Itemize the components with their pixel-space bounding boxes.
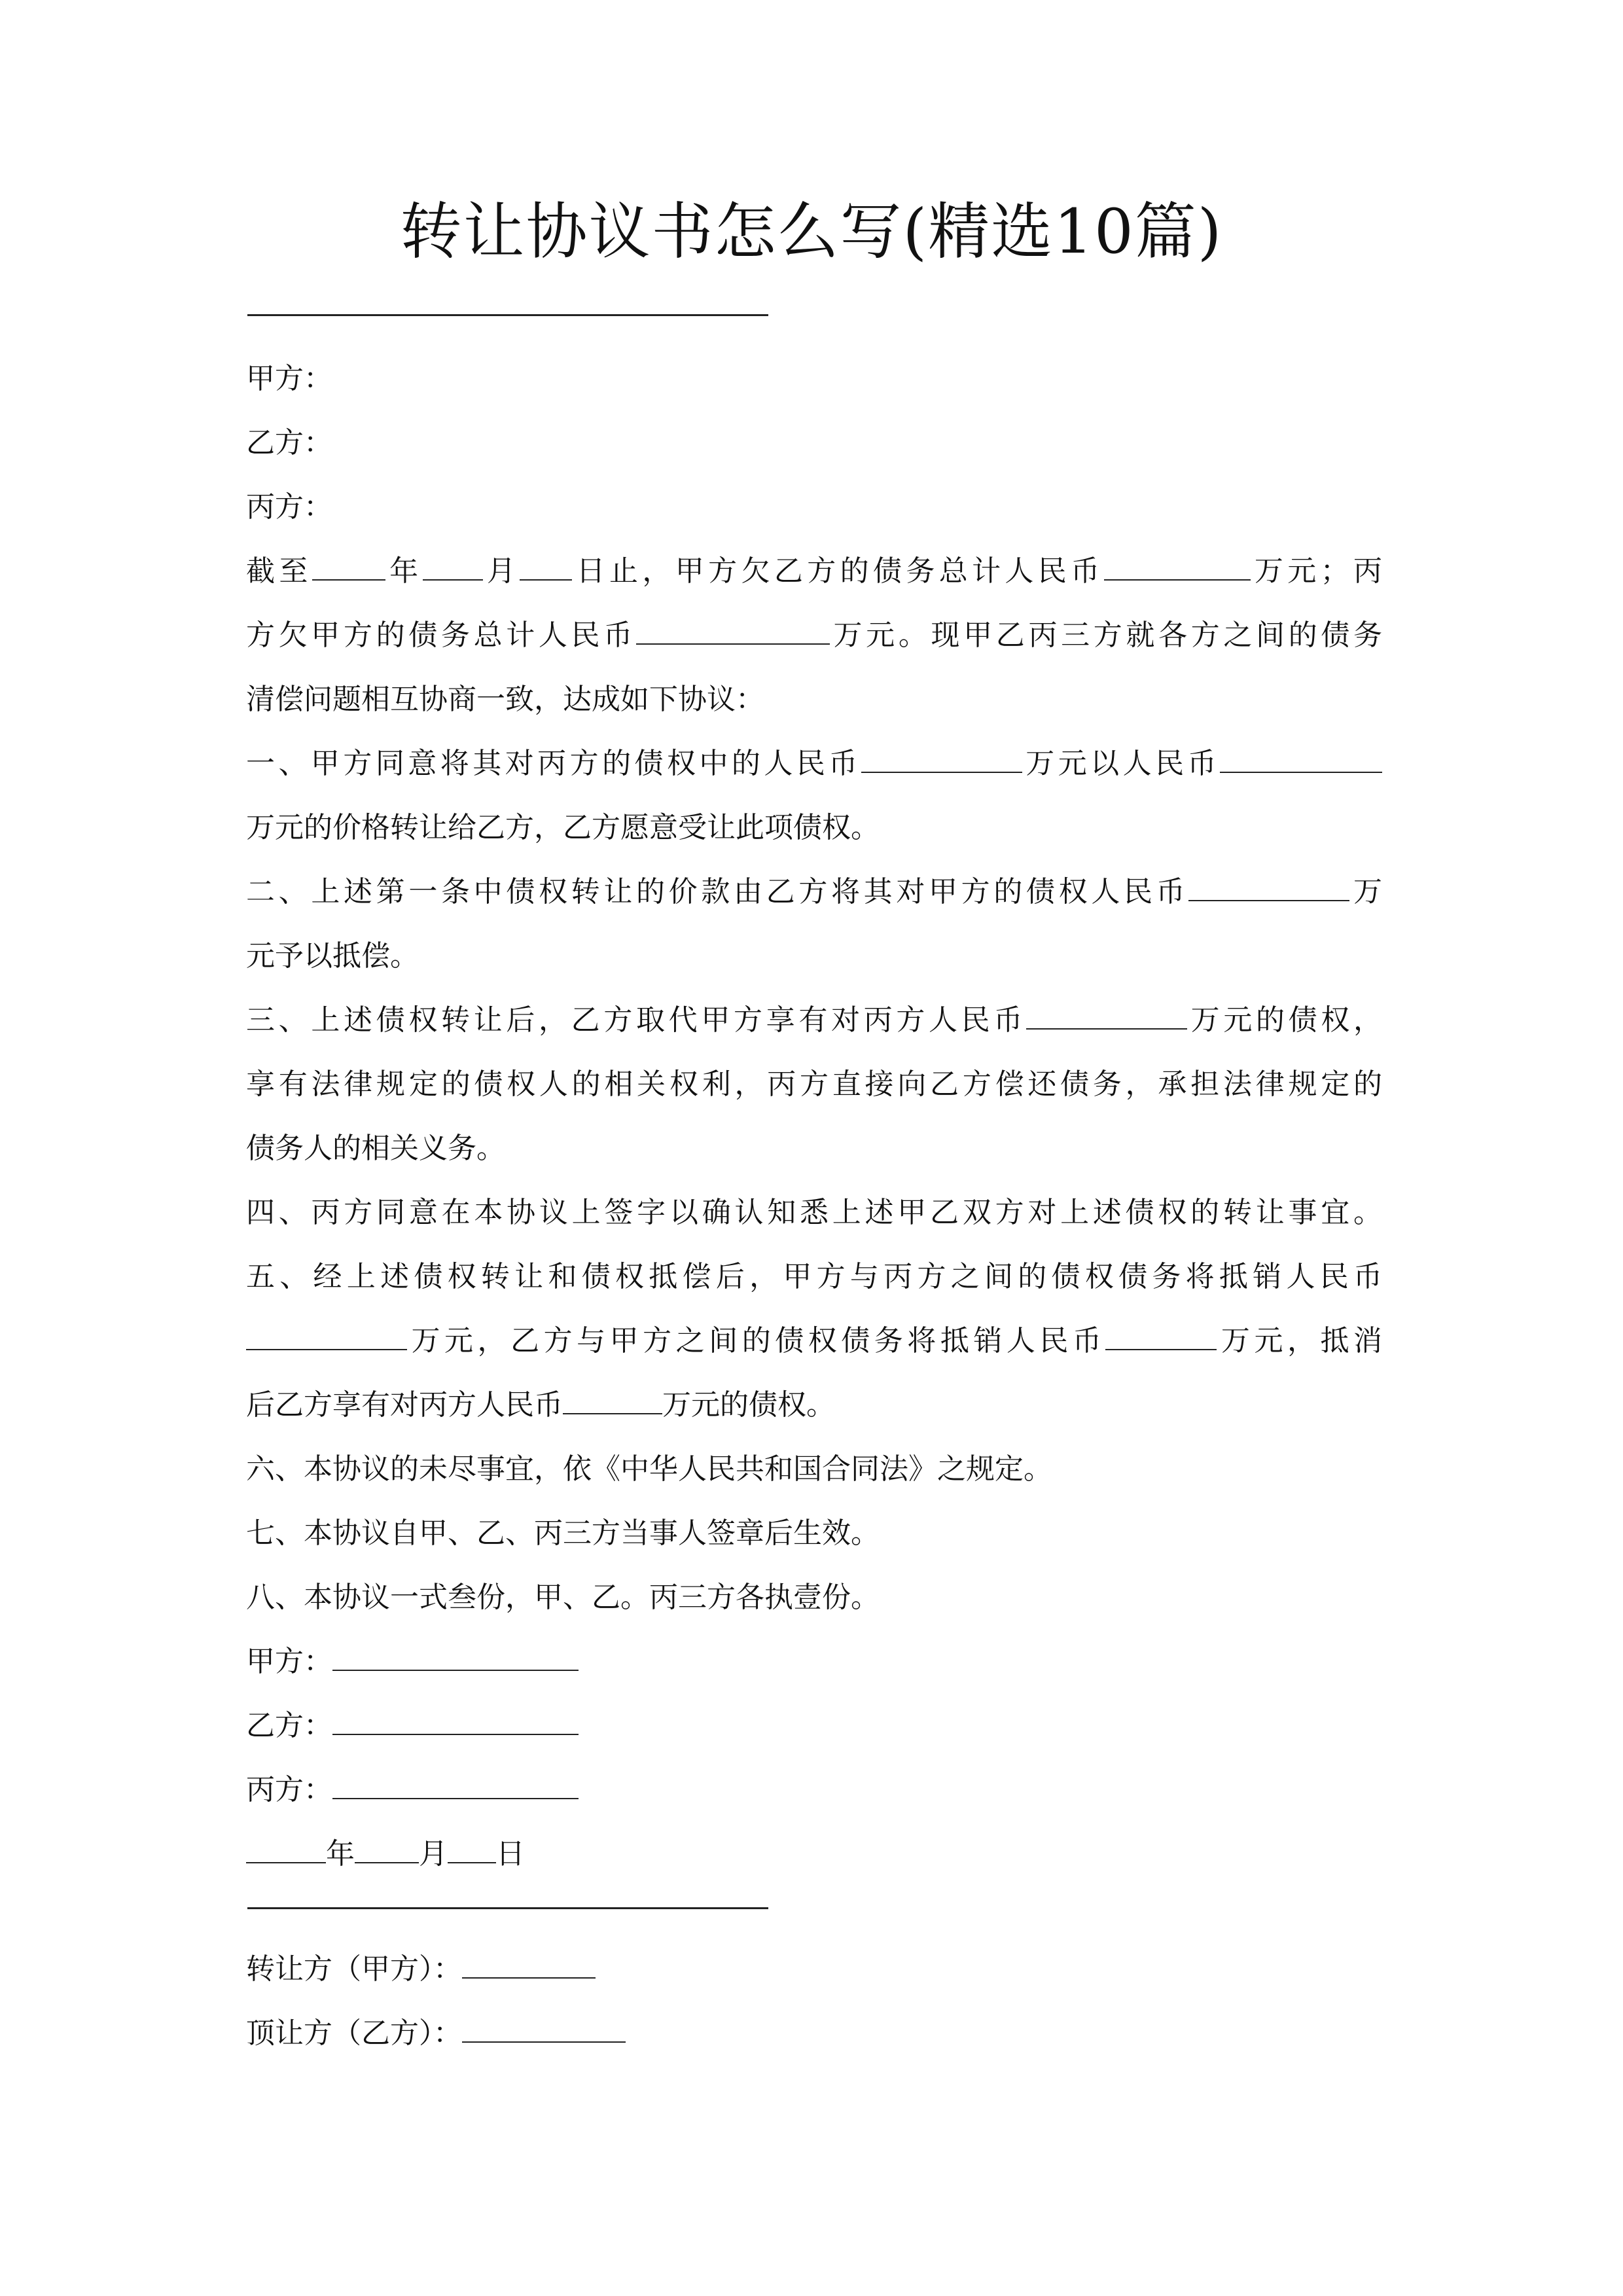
party-b-label: 乙方： (246, 426, 332, 459)
blank-month (423, 557, 483, 581)
text: 年 (326, 1837, 355, 1871)
party-a-label: 甲方： (246, 362, 332, 395)
clause-6-line (246, 1437, 1382, 1501)
preamble-line-3 (246, 668, 1382, 732)
text: 四、丙方同意在本协议上签字以确认知悉上述甲乙双方对上述债权的转让事宜。 (246, 1196, 1382, 1229)
text: 年 (385, 554, 423, 588)
text: 万元；丙 (1250, 554, 1383, 588)
party-c-line (246, 475, 1382, 539)
blank-amount (1188, 878, 1349, 901)
text: 六、本协议的未尽事宜，依《中华人民共和国合同法》之规定。 (246, 1452, 1052, 1486)
transferor-field[interactable] (462, 1955, 596, 1979)
text: 万元的债权。 (662, 1388, 835, 1422)
blank-day (520, 557, 572, 581)
text: 方欠甲方的债务总计人民币 (246, 619, 636, 652)
text: 万 (1349, 875, 1383, 908)
text: 万元，抵消 (1217, 1324, 1382, 1357)
text: 月 (482, 554, 520, 588)
blank-year (312, 557, 385, 581)
clause-5-line-1 (246, 1245, 1382, 1309)
signature-field-party-b[interactable] (332, 1712, 579, 1735)
clause-4-line (246, 1181, 1382, 1245)
text: 清偿问题相互协商一致，达成如下协议： (246, 683, 764, 716)
separator-top (247, 314, 768, 316)
text: 债务人的相关义务。 (246, 1132, 505, 1165)
signature-field-party-a[interactable] (332, 1647, 579, 1671)
blank-year[interactable] (246, 1840, 326, 1863)
blank-amount (636, 621, 830, 645)
signature-label: 甲方： (246, 1645, 332, 1678)
blank-day[interactable] (448, 1840, 496, 1863)
clause-2-line-1 (246, 860, 1382, 924)
signature-date (246, 1822, 1382, 1886)
clause-1-line-2 (246, 796, 1382, 860)
text: 八、本协议一式叁份，甲、乙。丙三方各执壹份。 (246, 1581, 880, 1614)
transferor-line (246, 1937, 626, 2001)
preamble-line-2 (246, 603, 1382, 668)
next-agreement-start (246, 1937, 626, 2066)
blank-amount (246, 1327, 407, 1350)
text: 享有法律规定的债权人的相关权利，丙方直接向乙方偿还债务，承担法律规定的 (246, 1067, 1382, 1101)
text: 日止，甲方欠乙方的债务总计人民币 (572, 554, 1104, 588)
transferee-label: 顶让方（乙方）： (246, 2017, 462, 2050)
text: 日 (496, 1837, 525, 1871)
party-b-line (246, 411, 1382, 475)
transferor-label: 转让方（甲方）： (246, 1952, 462, 1986)
transferee-field[interactable] (462, 2019, 626, 2043)
text: 万元。现甲乙丙三方就各方之间的债务 (829, 619, 1383, 652)
text: 后乙方享有对丙方人民币 (246, 1388, 563, 1422)
blank-amount (1220, 749, 1382, 773)
text: 月 (419, 1837, 448, 1871)
text: 万元的债权， (1187, 1003, 1382, 1037)
text: 二、上述第一条中债权转让的价款由乙方将其对甲方的债权人民币 (246, 875, 1189, 908)
preamble-line-1 (246, 539, 1382, 603)
clause-3-line-1 (246, 988, 1382, 1052)
signature-label: 丙方： (246, 1773, 332, 1806)
blank-amount (861, 749, 1022, 773)
signature-party-a (246, 1630, 1382, 1694)
text: 万元的价格转让给乙方，乙方愿意受让此项债权。 (246, 811, 880, 844)
separator-middle (247, 1907, 768, 1909)
signature-party-b (246, 1694, 1382, 1758)
clause-2-line-2 (246, 924, 1382, 988)
clause-1-line-1 (246, 732, 1382, 796)
text: 五、经上述债权转让和债权抵偿后，甲方与丙方之间的债权债务将抵销人民币 (246, 1260, 1382, 1293)
text: 万元，乙方与甲方之间的债权债务将抵销人民币 (407, 1324, 1106, 1357)
signature-party-c (246, 1758, 1382, 1822)
clause-3-line-3 (246, 1117, 1382, 1181)
clause-5-line-3 (246, 1373, 1382, 1437)
signature-field-party-c[interactable] (332, 1776, 579, 1799)
text: 一、甲方同意将其对丙方的债权中的人民币 (246, 747, 861, 780)
blank-month[interactable] (355, 1840, 419, 1863)
clause-3-line-2 (246, 1052, 1382, 1117)
text: 截至 (246, 554, 312, 588)
agreement-body (246, 347, 1382, 1886)
blank-amount (1104, 557, 1251, 581)
party-a-line (246, 347, 1382, 411)
transferee-line (246, 2001, 626, 2066)
blank-amount (563, 1391, 662, 1414)
clause-7-line (246, 1501, 1382, 1566)
text: 元予以抵偿。 (246, 939, 419, 973)
clause-8-line (246, 1566, 1382, 1630)
party-c-label: 丙方： (246, 490, 332, 524)
signature-label: 乙方： (246, 1709, 332, 1742)
text: 三、上述债权转让后，乙方取代甲方享有对丙方人民币 (246, 1003, 1026, 1037)
text: 万元以人民币 (1022, 747, 1221, 780)
blank-amount (1026, 1006, 1187, 1030)
blank-amount (1105, 1327, 1217, 1350)
text: 七、本协议自甲、乙、丙三方当事人签章后生效。 (246, 1516, 880, 1550)
page-title: 转让协议书怎么写(精选10篇) (400, 196, 1223, 268)
clause-5-line-2 (246, 1309, 1382, 1373)
